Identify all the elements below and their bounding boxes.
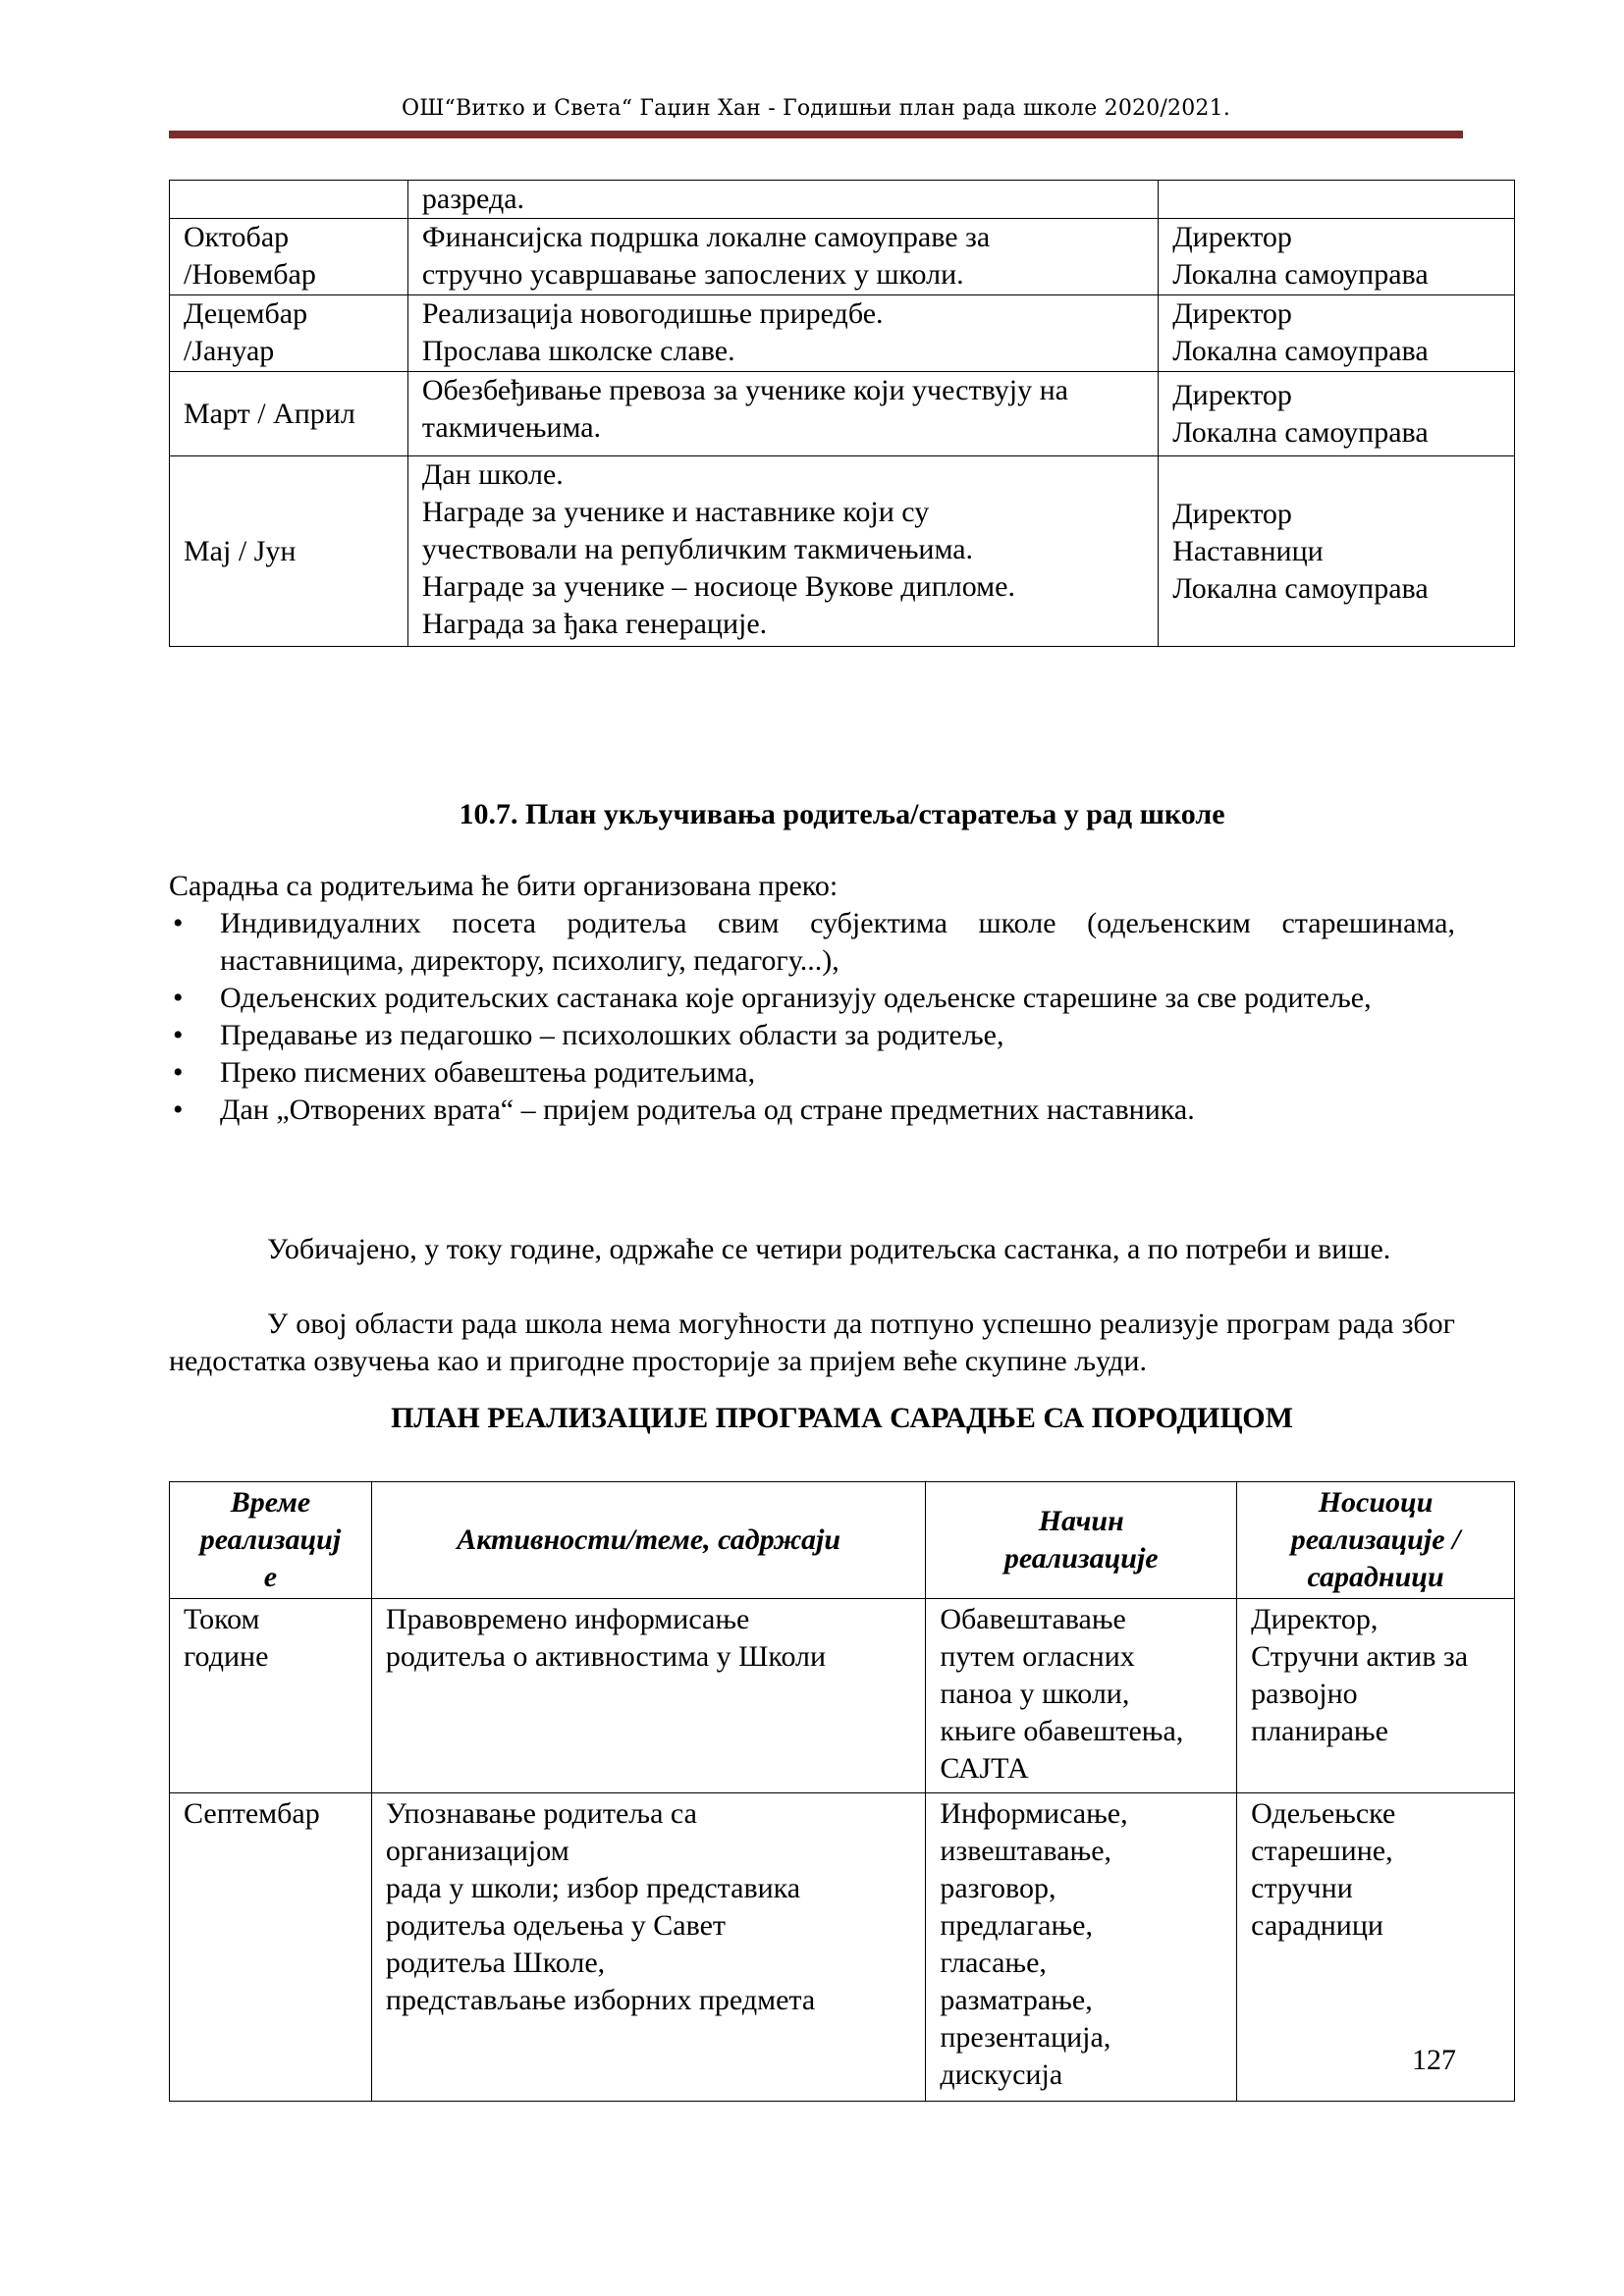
bullet-icon: • xyxy=(173,907,184,939)
table-row xyxy=(170,1793,1515,2102)
list-item-text: Индивидуалних посета родитеља свим субјектима школе (одељенским старешинама, наставницима, директору, психолигу, педагогу...), xyxy=(220,907,1455,977)
bullet-icon: • xyxy=(173,1019,184,1051)
list-item xyxy=(169,1017,1455,1054)
table-cell-method: Информисање, извештавање, разговор, предлагање, гласање, разматрање, презентација, дискусија xyxy=(926,1793,1237,2102)
plan-table xyxy=(169,1481,1515,2102)
plan-title: ПЛАН РЕАЛИЗАЦИЈЕ ПРОГРАМА САРАДЊЕ СА ПОРОДИЦОМ xyxy=(391,1402,1293,1434)
document-header: ОШ“Витко и Света“ Гаџин Хан - Годишњи план рада школе 2020/2021. xyxy=(401,96,1231,121)
table-cell-carrier: Директор Наставници Локална самоуправа xyxy=(1159,456,1515,647)
table-cell-activity: Дан школе. Награде за ученике и наставнике који су учествовали на републичким такмичењима. Награде за ученике – носиоце Вукове дипломе. Награда за ђака генерације. xyxy=(407,456,1158,647)
table-cell-period xyxy=(170,181,408,219)
list-item xyxy=(169,905,1455,980)
column-header: Време реализациј е xyxy=(170,1482,372,1599)
table-row xyxy=(170,181,1515,219)
bullet-icon: • xyxy=(173,1094,184,1126)
table-cell-period: Током године xyxy=(170,1599,372,1793)
bullet-icon: • xyxy=(173,1056,184,1089)
table-row xyxy=(170,219,1515,295)
table-cell-carrier: Директор Локална самоуправа xyxy=(1159,219,1515,295)
table-row xyxy=(170,295,1515,372)
support-table xyxy=(169,180,1515,647)
table-row xyxy=(170,456,1515,647)
table-cell-carrier: Директор Локална самоуправа xyxy=(1159,372,1515,456)
column-header: Активности/теме, садржаји xyxy=(371,1482,925,1599)
table-cell-activity: разреда. xyxy=(407,181,1158,219)
table-row xyxy=(170,372,1515,456)
section-title: 10.7. План укључивања родитеља/старатеља у рад школе xyxy=(459,798,1225,830)
list-item xyxy=(169,1092,1455,1129)
table-cell-carrier: Директор Локална самоуправа xyxy=(1159,295,1515,372)
table-cell-activity: Правовремено информисање родитеља о активностима у Школи xyxy=(371,1599,925,1793)
table-row xyxy=(170,1599,1515,1793)
table-cell-period: Мај / Јун xyxy=(170,456,408,647)
table-header-row xyxy=(170,1482,1515,1599)
list-item-text: Предавање из педагошко – психолошких области за родитеље, xyxy=(220,1019,1004,1051)
table-cell-period: Септембар xyxy=(170,1793,372,2102)
table-cell-carrier xyxy=(1159,181,1515,219)
table-cell-carrier: Одељењске старешине, стручни сарадници xyxy=(1237,1793,1515,2102)
table-cell-activity: Обезбеђивање превоза за ученике који учествују на такмичењима. xyxy=(407,372,1158,456)
column-header: Носиоци реализације / сарадници xyxy=(1237,1482,1515,1599)
paragraph: У овој области рада школа нема могућности да потпуно успешно реализује програм рада због недостатка озвучења као и пригодне просторије за пријем веће скупине људи. xyxy=(169,1308,1455,1377)
list-item-text: Одељенских родитељских састанака које организују одељенске старешине за све родитеље, xyxy=(220,982,1372,1014)
table-cell-method: Обавештавање путем огласних паноа у школи, књиге обавештења, САЈТА xyxy=(926,1599,1237,1793)
intro-text: Сарадња са родитељима ће бити организована преко: xyxy=(169,870,839,902)
paragraph: Уобичајено, у току године, одржаће се четири родитељска састанка, а по потреби и више. xyxy=(267,1233,1391,1265)
list-item xyxy=(169,1054,1455,1092)
table-cell-carrier: Директор, Стручни актив за развојно планирање xyxy=(1237,1599,1515,1793)
table-cell-activity: Финансијска подршка локалне самоуправе за стручно усавршавање запослених у школи. xyxy=(407,219,1158,295)
table-cell-period: Март / Април xyxy=(170,372,408,456)
bullet-list xyxy=(169,905,1455,1129)
column-header: Начин реализације xyxy=(926,1482,1237,1599)
bullet-icon: • xyxy=(173,982,184,1014)
table-cell-activity: Упознавање родитеља са организацијом рада у школи; избор представика родитеља одељења у Савет родитеља Школе, представљање изборних предмета xyxy=(371,1793,925,2102)
list-item-text: Дан „Отворених врата“ – пријем родитеља од стране предметних наставника. xyxy=(220,1094,1195,1126)
table-cell-period: Децембар /Јануар xyxy=(170,295,408,372)
page-number: 127 xyxy=(1412,2044,1456,2076)
list-item-text: Преко писмених обавештења родитељима, xyxy=(220,1056,756,1089)
list-item xyxy=(169,980,1455,1017)
table-cell-period: Октобар /Новембар xyxy=(170,219,408,295)
header-rule xyxy=(169,131,1463,138)
table-cell-activity: Реализација новогодишње приредбе. Прослава школске славе. xyxy=(407,295,1158,372)
